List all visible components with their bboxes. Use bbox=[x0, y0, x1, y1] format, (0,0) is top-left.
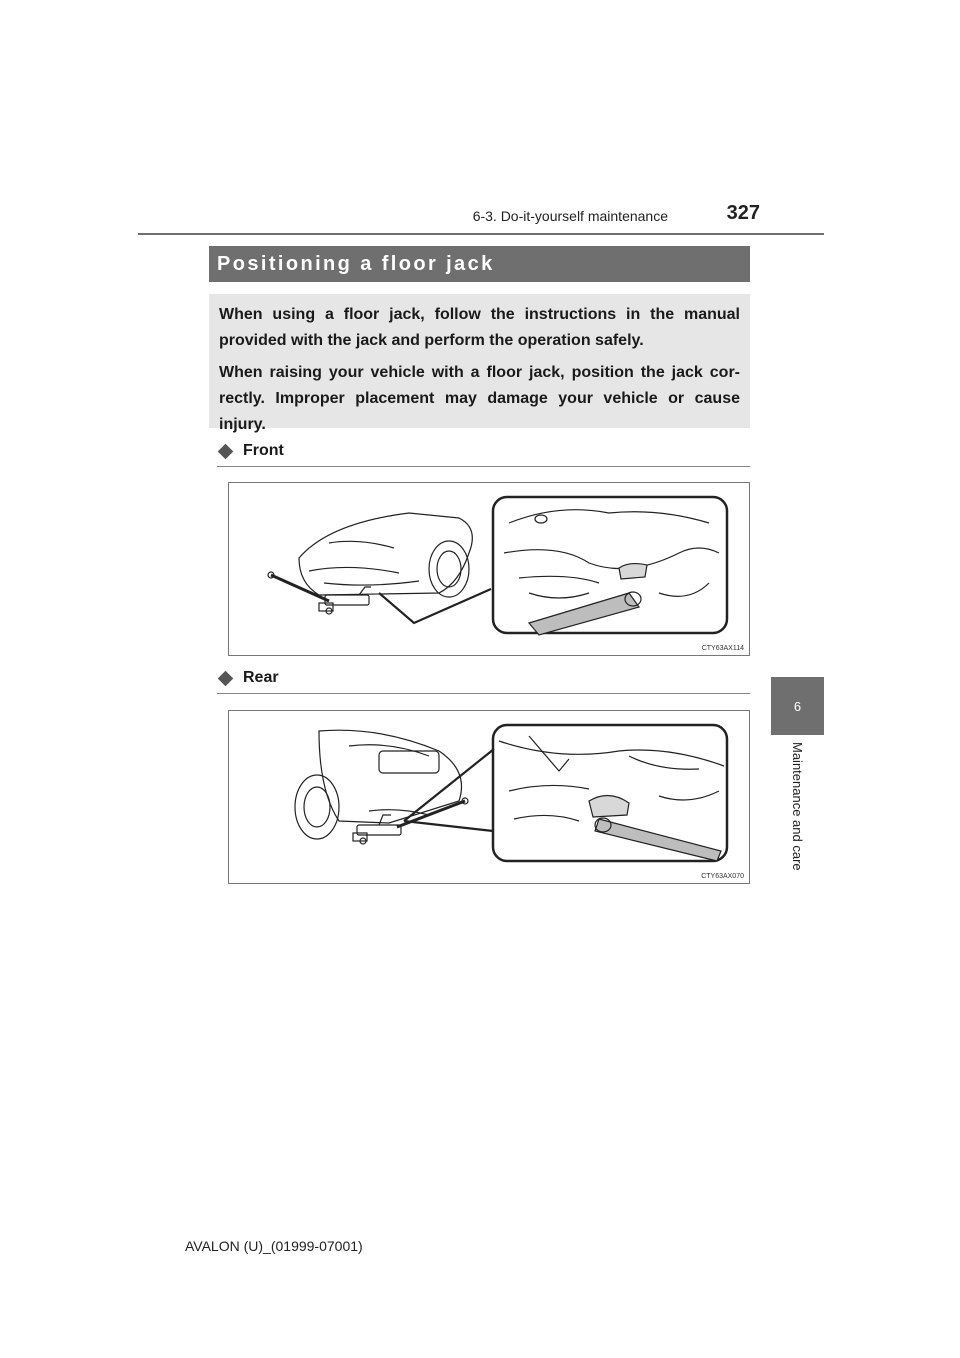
diamond-bullet-icon bbox=[218, 670, 234, 686]
diamond-bullet-icon bbox=[218, 443, 234, 459]
intro-paragraph: When raising your vehicle with a floor jack, position the jack cor- rectly. Improper placement may damage your vehicle or cause injury. bbox=[219, 364, 740, 433]
figure-code: CTY63AX070 bbox=[701, 873, 744, 880]
intro-paragraph: When using a floor jack, follow the instructions in the manual provided with the jack and perform the operation safely. bbox=[219, 306, 740, 349]
page-number: 327 bbox=[726, 202, 760, 224]
subheading-label: Rear bbox=[243, 669, 279, 686]
chapter-tab: 6 bbox=[771, 677, 824, 735]
section-title: Positioning a floor jack bbox=[209, 246, 750, 282]
front-jack-illustration bbox=[229, 483, 749, 655]
footer-model: AVALON (U)_(01999-07001) bbox=[185, 1238, 363, 1254]
figure-code: CTY63AX114 bbox=[701, 645, 744, 652]
header-rule bbox=[138, 233, 824, 235]
rear-jack-illustration bbox=[229, 711, 749, 883]
figure-rear-jack-point bbox=[228, 710, 750, 884]
subheading-rear bbox=[217, 663, 750, 694]
figure-front-jack-point bbox=[228, 482, 750, 656]
subheading-label: Front bbox=[243, 442, 284, 459]
running-header-section: 6-3. Do-it-yourself maintenance bbox=[472, 208, 668, 224]
chapter-title: Maintenance and care bbox=[790, 742, 805, 871]
subheading-front bbox=[217, 436, 750, 467]
intro-box bbox=[209, 294, 750, 433]
